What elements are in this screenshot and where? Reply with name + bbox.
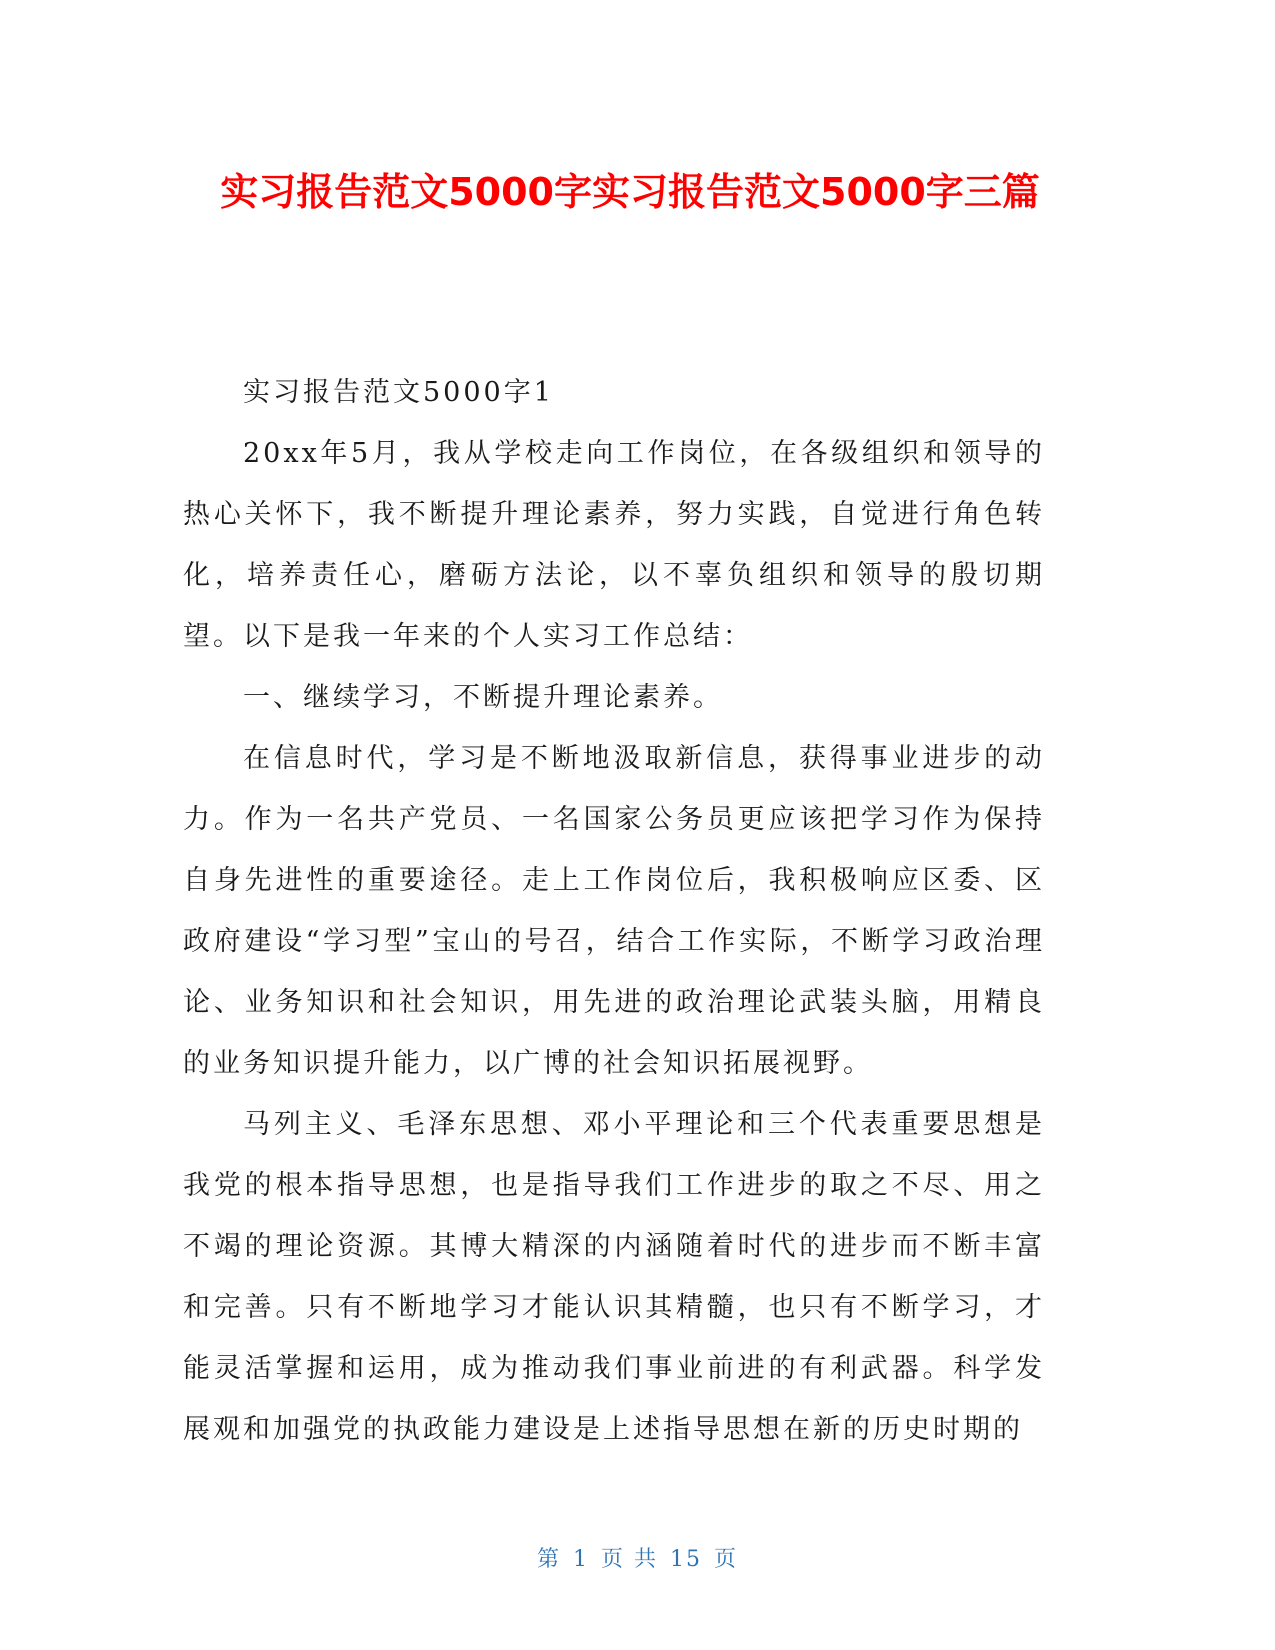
current-page-number: 1 (573, 1547, 589, 1572)
total-pages-number: 15 (670, 1547, 702, 1572)
page-footer (0, 1542, 1275, 1573)
subsection-heading: 一、继续学习，不断提升理论素养。 (243, 682, 723, 713)
document-title: 实习报告范文5000字实习报告范文5000字三篇 (220, 170, 1040, 214)
page-label-prefix: 第 (536, 1547, 561, 1572)
document-body (183, 362, 1045, 1460)
paragraph: 20xx年5月，我从学校走向工作岗位，在各级组织和领导的热心关怀下，我不断提升理论素养，努力实践，自觉进行角色转化，培养责任心，磨砺方法论，以不辜负组织和领导的殷切期望。以下是我一年来的个人实习工作总结： (183, 438, 1045, 652)
page-label-mid: 页 共 (601, 1547, 658, 1572)
page-label-suffix: 页 (714, 1547, 739, 1572)
section-heading: 实习报告范文5000字1 (243, 377, 554, 408)
paragraph: 马列主义、毛泽东思想、邓小平理论和三个代表重要思想是我党的根本指导思想，也是指导我们工作进步的取之不尽、用之不竭的理论资源。其博大精深的内涵随着时代的进步而不断丰富和完善。只有不断地学习才能认识其精髓，也只有不断学习，才能灵活掌握和运用，成为推动我们事业前进的有利武器。科学发展观和加强党的执政能力建设是上述指导思想在新的历史时期的 (183, 1109, 1045, 1445)
paragraph: 在信息时代，学习是不断地汲取新信息，获得事业进步的动力。作为一名共产党员、一名国家公务员更应该把学习作为保持自身先进性的重要途径。走上工作岗位后，我积极响应区委、区政府建设“学习型”宝山的号召，结合工作实际，不断学习政治理论、业务知识和社会知识，用先进的政治理论武装头脑，用精良的业务知识提升能力，以广博的社会知识拓展视野。 (183, 743, 1045, 1079)
